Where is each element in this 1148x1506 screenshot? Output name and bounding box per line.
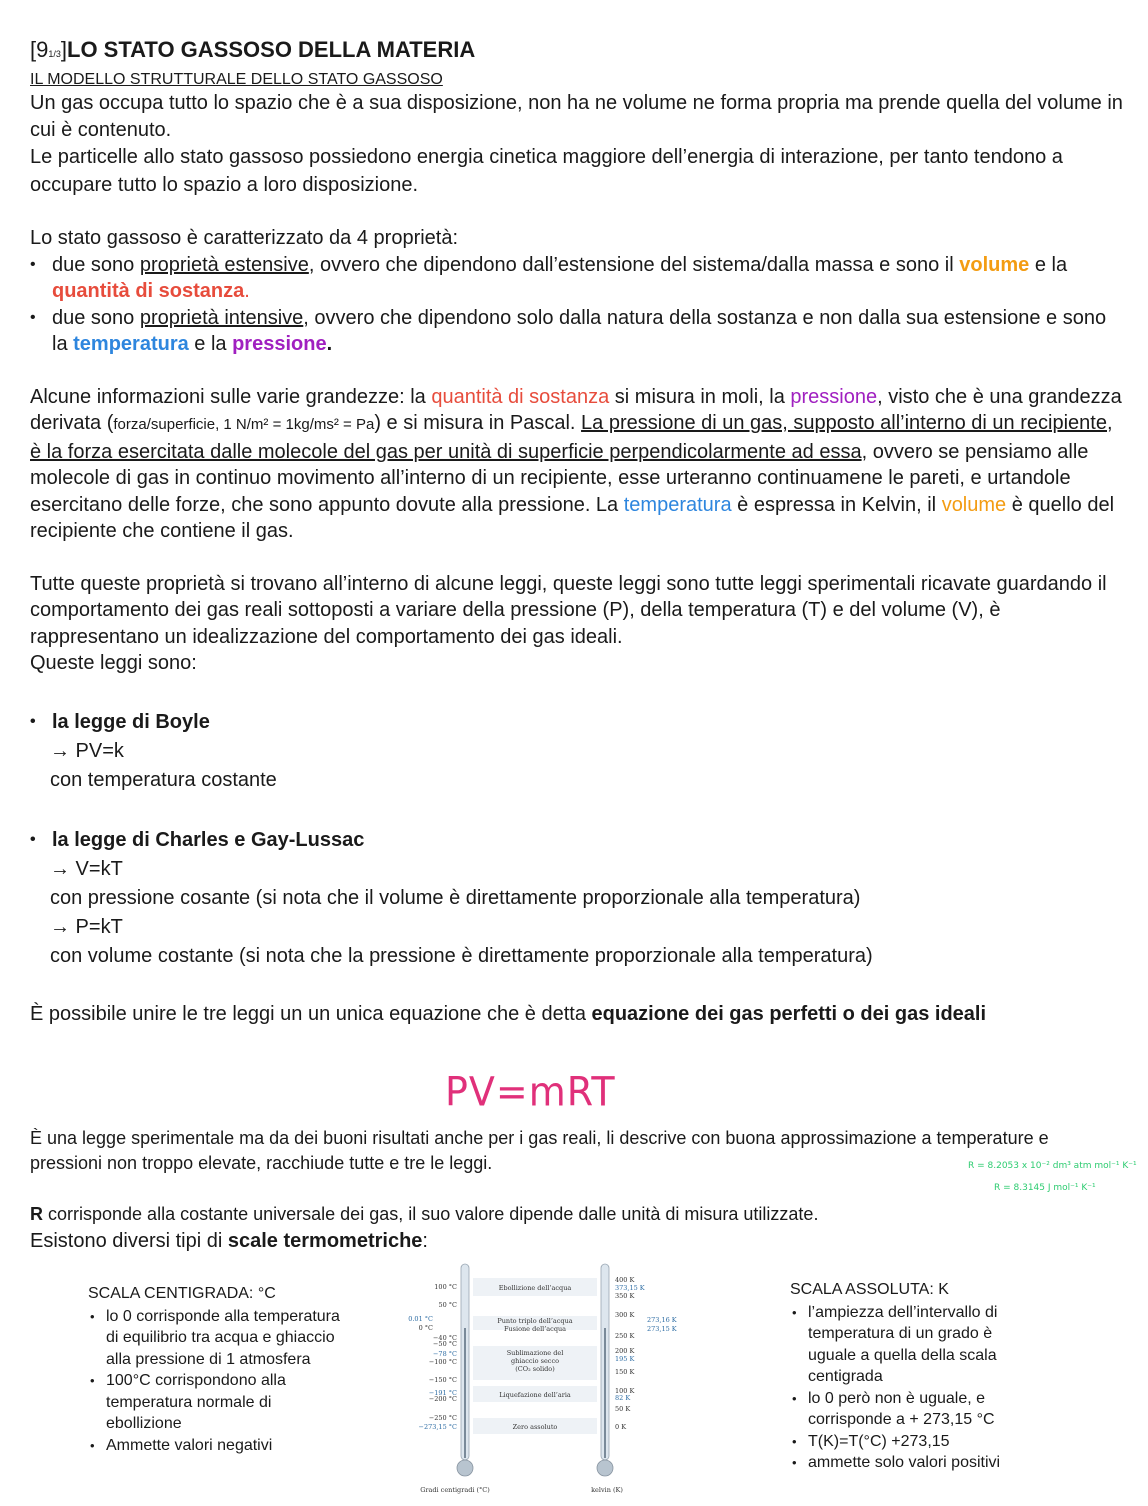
kelvin-scale-column	[790, 1279, 1040, 1474]
list-item: • ammette solo valori positivi	[790, 1452, 1040, 1474]
properties-list	[30, 252, 1125, 358]
document-body	[30, 36, 1125, 1027]
r-value-note-2: R = 8.3145 J mol⁻¹ K⁻¹	[994, 1183, 1096, 1193]
celsius-scale-column	[88, 1283, 348, 1456]
laws-intro-paragraph: Tutte queste proprietà si trovano all’interno di alcune leggi, queste leggi sono tutte leggi sperimentali ricavate guardando il comportamento dei gas reali sottoposti a variare della pressione (P), della temperatura (T) e del volume (V), è rappresentano un idealizzazione del comportamento dei gas ideali.	[30, 572, 1107, 648]
event-label: ghiaccio secco	[510, 1357, 560, 1365]
law-formula: → PV=k	[50, 739, 124, 762]
kelvin-tick-label: 250 K	[615, 1332, 635, 1340]
law-condition: con temperatura costante	[50, 768, 277, 791]
kelvin-tick-label: 373,15 K	[615, 1284, 645, 1292]
kelvin-tick-label: 350 K	[615, 1292, 635, 1300]
kelvin-thermometer-bulb	[597, 1460, 613, 1476]
celsius-tick-label: −40 °C	[432, 1334, 457, 1342]
list-item: • due sono proprietà intensive, ovvero che dipendono solo dalla natura della sostanza e non dalla sua estensione e sono la temperatura e la pressione.	[30, 305, 1125, 358]
thermometer-figure	[395, 1258, 695, 1498]
page-title: [91/3]LO STATO GASSOSO DELLA MATERIA	[30, 37, 476, 62]
celsius-axis-label: Gradi centigradi (°C)	[420, 1486, 490, 1494]
ideal-gas-description: È una legge sperimentale ma da dei buoni risultati anche per i gas reali, li descrive con buona approssimazione a temperature e pressioni non troppo elevate, racchiude tutte e tre le leggi.	[30, 1128, 1049, 1173]
law-formula: → P=kT	[50, 915, 123, 938]
column-heading: SCALA CENTIGRADA: °C	[88, 1285, 276, 1302]
event-label: Fusione dell’acqua	[503, 1325, 567, 1333]
law-condition: con volume costante (si nota che la pressione è direttamente proporzionale alla temperatura)	[50, 944, 873, 967]
celsius-tick-label: 0.01 °C	[408, 1315, 433, 1323]
kelvin-tick-label: 50 K	[615, 1405, 631, 1413]
celsius-tick-label: −50 °C	[432, 1340, 457, 1348]
celsius-tick-label: −78 °C	[432, 1350, 457, 1358]
kelvin-tick-label: 300 K	[615, 1311, 635, 1319]
celsius-tick-label: −250 °C	[428, 1414, 457, 1422]
celsius-tick-label: −100 °C	[428, 1358, 457, 1366]
celsius-tick-label: 50 °C	[438, 1301, 457, 1309]
intro-paragraph-2: Le particelle allo stato gassoso possiedono energia cinetica maggiore dell’energia di interazione, per tanto tendono a occupare tutto lo spazio a loro disposizione.	[30, 146, 1063, 196]
celsius-tick-label: 100 °C	[434, 1283, 457, 1291]
law-title: • la legge di Charles e Gay-Lussac	[30, 825, 1125, 855]
r-value-note-1: R = 8.2053 x 10⁻² dm³ atm mol⁻¹ K⁻¹	[968, 1161, 1137, 1171]
event-label: Ebollizione dell’acqua	[498, 1284, 572, 1292]
event-label: Zero assoluto	[512, 1423, 558, 1431]
kelvin-tick-label: 100 K	[615, 1387, 635, 1395]
ideal-gas-formula: PV=mRT	[445, 1068, 616, 1116]
list-item: • due sono proprietà estensive, ovvero che dipendono dall’estensione del sistema/dalla massa e sono il volume e la quantità di sostanza.	[30, 252, 1125, 305]
celsius-thermometer-bulb	[457, 1460, 473, 1476]
celsius-tick-label: −200 °C	[428, 1395, 457, 1403]
kelvin-tick-label: 195 K	[615, 1355, 635, 1363]
kelvin-tick-label: 200 K	[615, 1347, 635, 1355]
celsius-tick-label: −191 °C	[428, 1389, 457, 1397]
quantities-paragraph: Alcune informazioni sulle varie grandezze: la quantità di sostanza si misura in moli, la pressione, visto che è una grandezza derivata (forza/superficie, 1 N/m² = 1kg/ms² = Pa) e si misura in Pascal. La pressione di un gas, supposto all’interno di un recipiente, è la forza esercitata dalle molecole del gas per unità di superficie perpendicolarmente ad essa, ovvero se pensiamo alle molecole di gas in continuo movimento all’interno di un recipiente, esse urteranno continuamene le pareti, e urtandole esercitano delle forze, che sono appunto dovute alla pressione. La temperatura è espressa in Kelvin, il volume è quello del recipiente che contiene il gas.	[30, 385, 1122, 542]
boyle-law	[30, 707, 1125, 795]
laws-list-intro: Queste leggi sono:	[30, 652, 197, 674]
kelvin-tick-label: 0 K	[615, 1423, 627, 1431]
column-heading: SCALA ASSOLUTA: K	[790, 1281, 949, 1298]
charles-law	[30, 825, 1125, 971]
celsius-tick-label: −273,15 °C	[418, 1423, 457, 1431]
event-label: Liquefazione dell’aria	[499, 1391, 571, 1399]
kelvin-tick-label: 273,16 K	[647, 1316, 677, 1324]
celsius-tick-label: 0 °C	[418, 1324, 433, 1332]
scales-intro: Esistono diversi tipi di scale termometriche:	[30, 1230, 428, 1252]
celsius-tick-label: −150 °C	[428, 1376, 457, 1384]
law-title: • la legge di Boyle	[30, 707, 1125, 737]
gas-constant-sentence: R corrisponde alla costante universale dei gas, il suo valore dipende dalle unità di misura utilizzate.	[30, 1204, 819, 1224]
event-label: Sublimazione del	[506, 1349, 564, 1357]
list-item: • lo 0 corrisponde alla temperatura di equilibrio tra acqua e ghiaccio alla pressione di 1 atmosfera	[88, 1306, 348, 1371]
list-item: • 100°C corrispondono alla temperatura normale di ebollizione	[88, 1370, 348, 1435]
event-label: Punto triplo dell’acqua	[497, 1317, 573, 1325]
ideal-gas-sentence: È possibile unire le tre leggi un un unica equazione che è detta equazione dei gas perfetti o dei gas ideali	[30, 1002, 987, 1025]
list-item: • T(K)=T(°C) +273,15	[790, 1431, 1040, 1453]
kelvin-tick-label: 273,15 K	[647, 1325, 677, 1333]
section-subtitle: IL MODELLO STRUTTURALE DELLO STATO GASSOSO	[30, 71, 443, 88]
law-formula: → V=kT	[50, 857, 123, 880]
kelvin-tick-label: 400 K	[615, 1276, 635, 1284]
law-condition: con pressione cosante (si nota che il volume è direttamente proporzionale alla temperatura)	[50, 886, 861, 909]
kelvin-axis-label: kelvin (K)	[591, 1486, 623, 1494]
kelvin-tick-label: 150 K	[615, 1368, 635, 1376]
list-item: • lo 0 però non è uguale, e corrisponde a + 273,15 °C	[790, 1388, 1040, 1431]
kelvin-tick-label: 82 K	[615, 1394, 631, 1402]
intro-paragraph-1: Un gas occupa tutto lo spazio che è a sua disposizione, non ha ne volume ne forma propria ma prende quella del volume in cui è contenuto.	[30, 92, 1123, 141]
properties-intro: Lo stato gassoso è caratterizzato da 4 proprietà:	[30, 227, 459, 249]
event-label: (CO₂ solido)	[515, 1365, 555, 1373]
list-item: • Ammette valori negativi	[88, 1435, 348, 1457]
list-item: • l’ampiezza dell’intervallo di temperatura di un grado è uguale a quella della scala centigrada	[790, 1302, 1040, 1388]
